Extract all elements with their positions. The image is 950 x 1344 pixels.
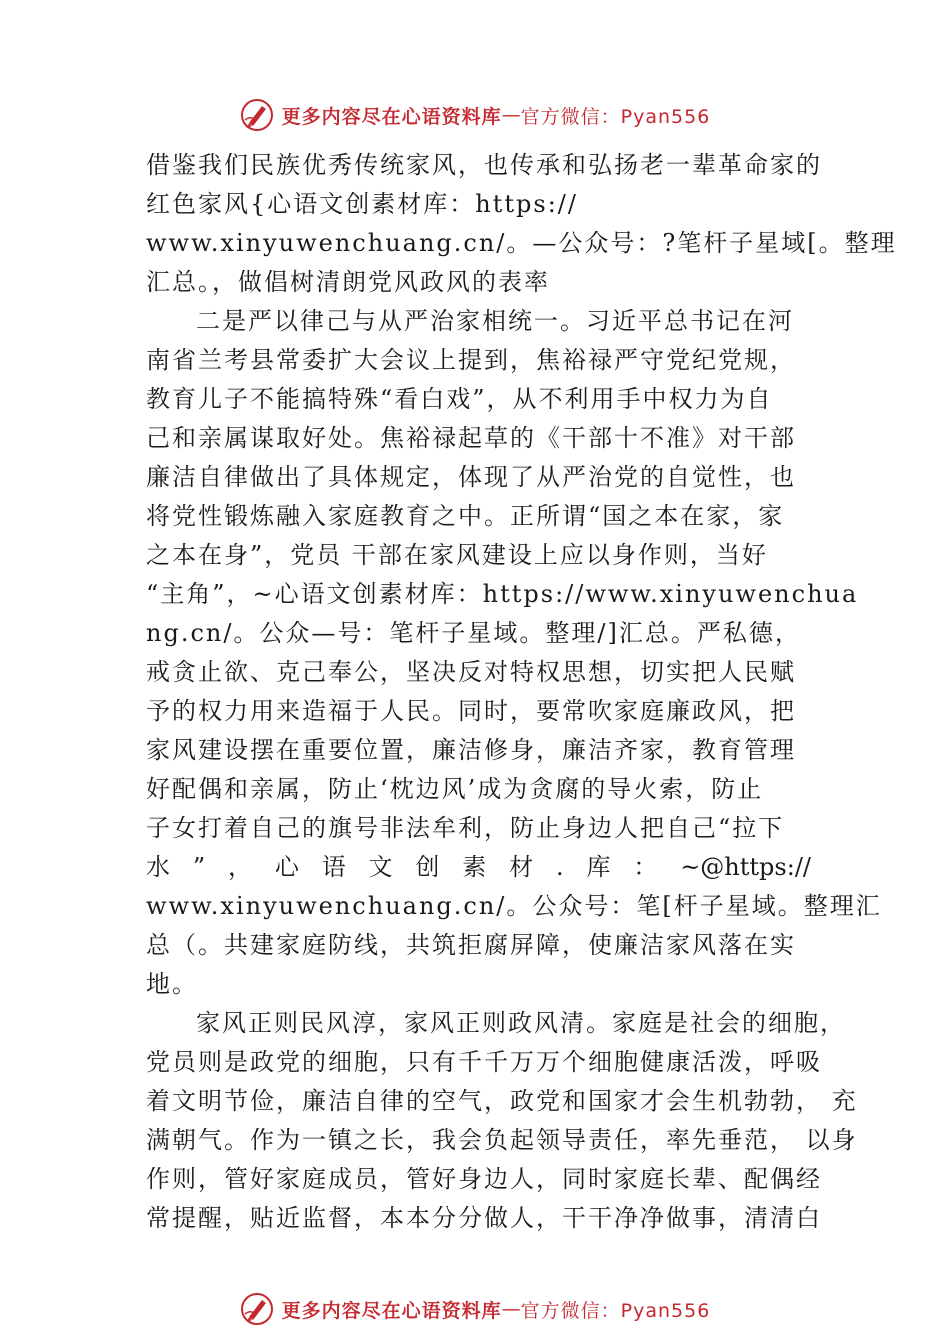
banner-wechat-text: 官方微信：Pyan556: [520, 105, 711, 128]
text-line: www.xinyuwenchuang.cn/。—公众号：?笔杆子星域[。整理: [146, 229, 897, 257]
text-line: 己和亲属谋取好处。焦裕禄起草的《干部十不准》对干部: [146, 424, 796, 452]
text-line: “主角”，~心语文创素材库：https://www.xinyuwenchua: [146, 580, 859, 608]
text-line: 党员则是政党的细胞，只有千千万万个细胞健康活泼，呼吸: [146, 1048, 822, 1076]
text-line: 子女打着自己的旗号非法牟利，防止身边人把自己“拉下: [146, 814, 785, 842]
text-line: 南省兰考县常委扩大会议上提到，焦裕禄严守党纪党规，: [146, 346, 796, 374]
text-line: 好配偶和亲属，防止‘枕边风’成为贪腐的导火索，防止: [146, 775, 764, 803]
pen-seal-logo-icon: [240, 1292, 274, 1326]
text-line: 汇总。，做倡树清朗党风政风的表率: [146, 268, 550, 296]
text-line: 之本在身”，党员 干部在家风建设上应以身作则，当好: [146, 541, 768, 569]
text-line: 总（。共建家庭防线，共筑拒腐屏障，使廉洁家风落在实: [146, 931, 796, 959]
text-line: 满朝气。作为一镇之长，我会负起领导责任，率先垂范， 以身: [146, 1126, 858, 1154]
text-line: 二是严以律己与从严治家相统一。习近平总书记在河: [196, 307, 794, 335]
text-line: 廉洁自律做出了具体规定，体现了从严治党的自觉性，也: [146, 463, 796, 491]
document-body: [146, 146, 897, 1238]
text-line: 戒贪止欲、克己奉公，坚决反对特权思想，切实把人民赋: [146, 658, 796, 686]
text-line: 家风正则民风淳，家风正则政风清。家庭是社会的细胞，: [196, 1009, 846, 1037]
text-line: 地。: [146, 970, 198, 998]
text-line: 常提醒，贴近监督，本本分分做人，干干净净做事，清清白: [146, 1204, 822, 1232]
text-line: www.xinyuwenchuang.cn/。公众号：笔[杆子星域。整理汇: [146, 892, 882, 920]
text-line: 家风建设摆在重要位置，廉洁修身，廉洁齐家，教育管理: [146, 736, 796, 764]
banner-site-text: 更多内容尽在心语资料库: [281, 1299, 502, 1322]
pen-seal-logo-icon: [240, 98, 274, 132]
banner-wechat-text: 官方微信：Pyan556: [520, 1299, 711, 1322]
banner-site-text: 更多内容尽在心语资料库: [281, 105, 502, 128]
text-line: 借鉴我们民族优秀传统家风，也传承和弘扬老一辈革命家的: [146, 151, 822, 179]
header-banner: [0, 95, 950, 135]
text-line: 教育儿子不能搞特殊“看白戏”，从不利用手中权力为自: [146, 385, 773, 413]
footer-banner: [0, 1289, 950, 1329]
text-line: 着文明节俭，廉洁自律的空气，政党和国家才会生机勃勃， 充: [146, 1087, 858, 1115]
text-line: 予的权力用来造福于人民。同时，要常吹家庭廉政风，把: [146, 697, 796, 725]
text-line: ng.cn/。公众—号：笔杆子星域。整理/]汇总。严私德，: [146, 619, 801, 647]
text-line: 水”，心语文创素材.库：~@https://: [146, 853, 811, 881]
banner-separator: —: [501, 104, 521, 126]
text-line: 将党性锻炼融入家庭教育之中。正所谓“国之本在家，家: [146, 502, 785, 530]
text-line: 红色家风{心语文创素材库：https://: [146, 190, 578, 218]
banner-separator: —: [501, 1298, 521, 1320]
text-line: 作则，管好家庭成员，管好身边人，同时家庭长辈、配偶经: [146, 1165, 822, 1193]
